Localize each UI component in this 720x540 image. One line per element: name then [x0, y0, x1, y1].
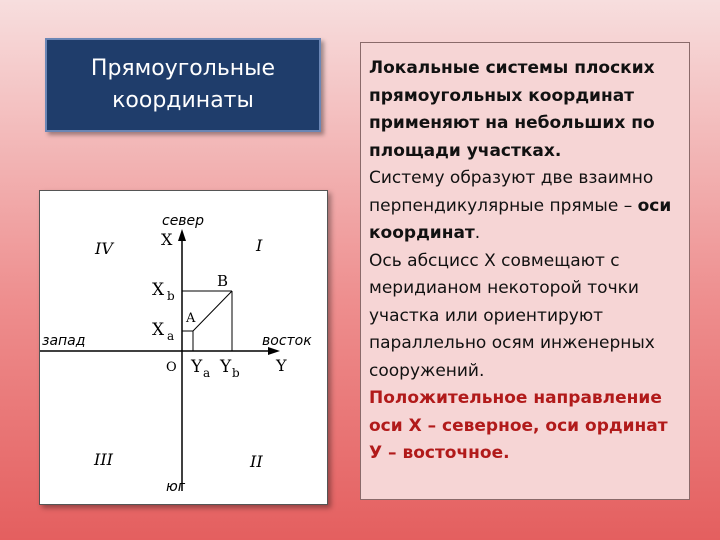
south-label: юг [166, 479, 186, 495]
paragraph-local-systems: Локальные системы плоских прямоугольных координат применяют на небольших по площади участках. [369, 58, 655, 161]
xa-subscript: a [167, 329, 175, 343]
north-label: север [162, 213, 205, 229]
segment-ab [193, 291, 232, 331]
title-box [45, 38, 321, 132]
paragraph-axes [369, 165, 683, 248]
coordinate-svg [40, 191, 329, 506]
axes-text-start: Систему образуют две взаимно перпендикулярные прямые – [369, 168, 654, 216]
axis-x-label: X [161, 230, 173, 249]
origin-label: O [166, 360, 177, 375]
axes-text-end: . [474, 223, 481, 243]
xb-label: X [152, 280, 165, 300]
xb-subscript: b [167, 289, 175, 303]
x-axis-arrow [178, 229, 186, 241]
quadrant-i-label: I [256, 236, 263, 255]
xa-label: X [152, 320, 165, 340]
ya-label: Y [191, 357, 203, 377]
yb-subscript: b [232, 366, 240, 380]
yb-label: Y [220, 357, 232, 377]
quadrant-ii-label: II [250, 452, 263, 471]
paragraph-direction: Положительное направление оси X – северное, оси ординат У – восточное. [369, 388, 668, 463]
west-label: запад [42, 333, 86, 349]
point-b-label: B [217, 272, 229, 290]
axis-y-label: Y [276, 356, 287, 375]
ya-subscript: a [203, 366, 211, 380]
quadrant-iii-label: III [94, 450, 113, 469]
slide-title: Прямоугольные координаты [90, 56, 276, 113]
paragraph-abscissa: Ось абсцисс X совмещают с меридианом некоторой точки участка или ориентируют параллельно осям инженерных сооружений. [369, 250, 655, 381]
east-label: восток [262, 333, 312, 349]
point-a-label: A [186, 311, 196, 326]
coordinate-diagram [39, 190, 328, 505]
axes-term: оси координат [369, 195, 672, 243]
quadrant-iv-label: IV [95, 239, 113, 258]
description-panel [360, 42, 690, 500]
